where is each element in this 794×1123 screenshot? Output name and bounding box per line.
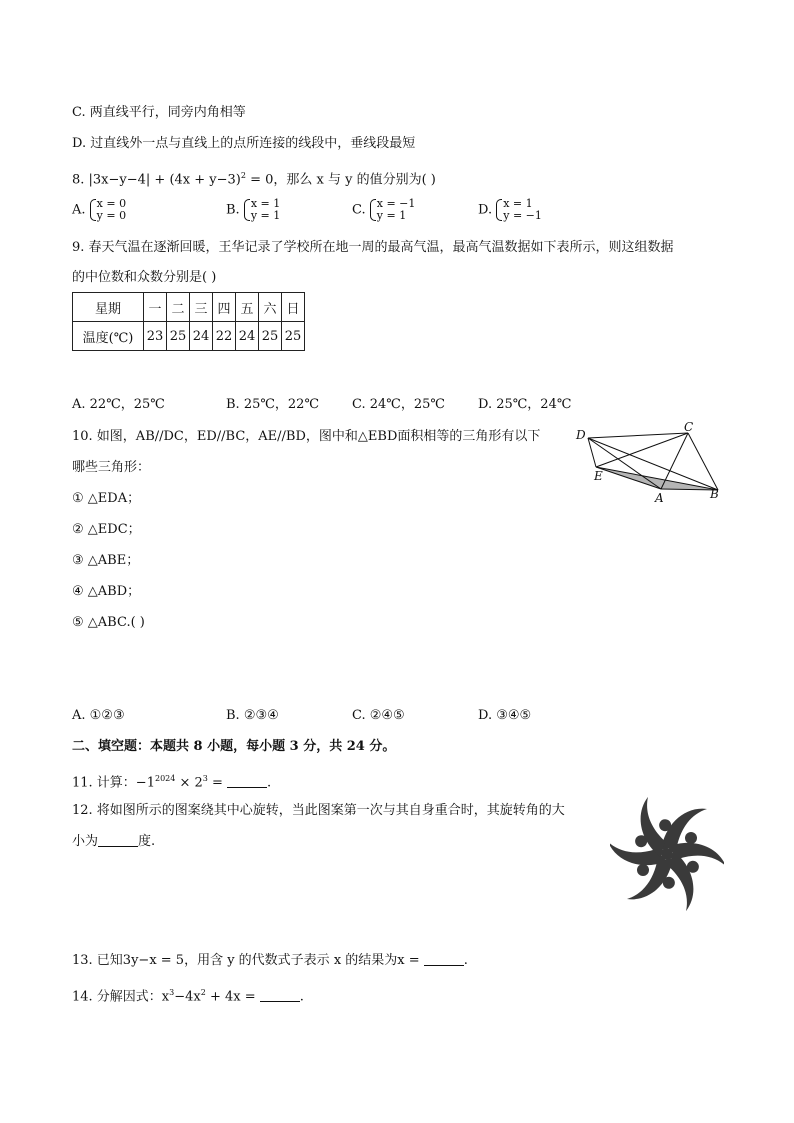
- q10-option-d: D. ③④⑤: [478, 708, 532, 723]
- q8-exponent: 2: [240, 171, 246, 180]
- label-d: D: [576, 428, 586, 442]
- answer-blank[interactable]: [98, 832, 138, 847]
- q7-option-c: C. 两直线平行，同旁内角相等: [72, 105, 246, 120]
- q9-option-b: B. 25℃，22℃: [226, 397, 319, 412]
- q10-stem-line2: 哪些三角形：: [72, 460, 151, 475]
- q9-option-a: A. 22℃，25℃: [72, 397, 165, 412]
- q12-stem-line1: 12. 将如图所示的图案绕其中心旋转，当此图案第一次与其自身重合时，其旋转角的大: [72, 803, 565, 818]
- table-cell: 23: [144, 322, 167, 351]
- label-b: B: [710, 487, 719, 501]
- table-cell: 25: [167, 322, 190, 351]
- table-cell: 25: [259, 322, 282, 351]
- table-header-cell: 温度(℃): [73, 322, 144, 351]
- answer-blank[interactable]: [260, 987, 300, 1002]
- table-cell: 三: [190, 293, 213, 322]
- label-e: E: [594, 469, 603, 483]
- pinwheel-figure: [610, 797, 724, 911]
- answer-blank[interactable]: [424, 951, 464, 966]
- equation-system: x = 0 y = 0: [90, 198, 126, 222]
- answer-blank[interactable]: [227, 773, 267, 788]
- table-cell: 六: [259, 293, 282, 322]
- q11-stem: 11. 计算：$-1^{2024} \times 2^3$ = .: [72, 774, 272, 791]
- equation-system: x = 1 y = 1: [244, 198, 280, 222]
- q14-stem: 14. 分解因式：$x^3-4x^2 + 4x$ = .: [72, 988, 304, 1005]
- q10-option-a: A. ①②③: [72, 708, 125, 723]
- table-cell: 二: [167, 293, 190, 322]
- temperature-table: [72, 292, 305, 351]
- label-c: C: [684, 422, 694, 434]
- q8-stem-part2: = 0，那么 x 与 y 的值分别为( ): [245, 172, 436, 188]
- table-cell: 22: [213, 322, 236, 351]
- q10-option-b: B. ②③④: [226, 708, 279, 723]
- q12-stem-line2: 小为 度.: [72, 834, 156, 849]
- q13-stem: 13. 已知3y−x = 5，用含 y 的代数式子表示 x 的结果为x = .: [72, 953, 468, 968]
- table-cell: 24: [236, 322, 259, 351]
- table-header-cell: 星期: [73, 293, 144, 322]
- label-a: A: [655, 491, 664, 505]
- q9-stem-line1: 9. 春天气温在逐渐回暖，王华记录了学校所在地一周的最高气温，最高气温数据如下表所示，则这组数据: [72, 240, 674, 255]
- q9-option-d: D. 25℃，24℃: [478, 397, 572, 412]
- parallelogram-figure: [570, 422, 730, 508]
- q10-option-c: C. ②④⑤: [352, 708, 405, 723]
- q8-stem-part1: 8. |3x−y−4| + (4x + y−3): [72, 172, 241, 188]
- table-row: [73, 293, 305, 322]
- q10-item-5: ⑤ △ABC.( ): [72, 615, 145, 630]
- q10-item-3: ③ △ABE；: [72, 553, 140, 568]
- q8-stem: [72, 166, 436, 190]
- q8-option-d: D. x = 1 y = −1: [478, 197, 542, 222]
- section-heading: 二、填空题：本题共 8 小题，每小题 3 分，共 24 分。: [72, 739, 396, 754]
- q8-option-a: A. x = 0 y = 0: [72, 197, 127, 222]
- q8-option-c: C. x = −1 y = 1: [352, 197, 416, 222]
- q7-option-d: D. 过直线外一点与直线上的点所连接的线段中，垂线段最短: [72, 136, 416, 151]
- table-cell: 五: [236, 293, 259, 322]
- equation-system: x = −1 y = 1: [370, 198, 416, 222]
- q10-item-2: ② △EDC；: [72, 522, 141, 537]
- table-cell: 25: [282, 322, 305, 351]
- q9-stem-line2: 的中位数和众数分别是( ): [72, 270, 217, 285]
- q9-option-c: C. 24℃，25℃: [352, 397, 445, 412]
- q8-option-b: B. x = 1 y = 1: [226, 197, 281, 222]
- table-row: [73, 322, 305, 351]
- table-cell: 四: [213, 293, 236, 322]
- equation-system: x = 1 y = −1: [496, 198, 542, 222]
- q10-stem-line1: 10. 如图，AB//DC，ED//BC，AE//BD，图中和△EBD面积相等的三角形有以下: [72, 429, 541, 444]
- q10-item-1: ① △EDA；: [72, 491, 141, 506]
- table-cell: 一: [144, 293, 167, 322]
- table-cell: 24: [190, 322, 213, 351]
- q10-item-4: ④ △ABD；: [72, 584, 141, 599]
- table-cell: 日: [282, 293, 305, 322]
